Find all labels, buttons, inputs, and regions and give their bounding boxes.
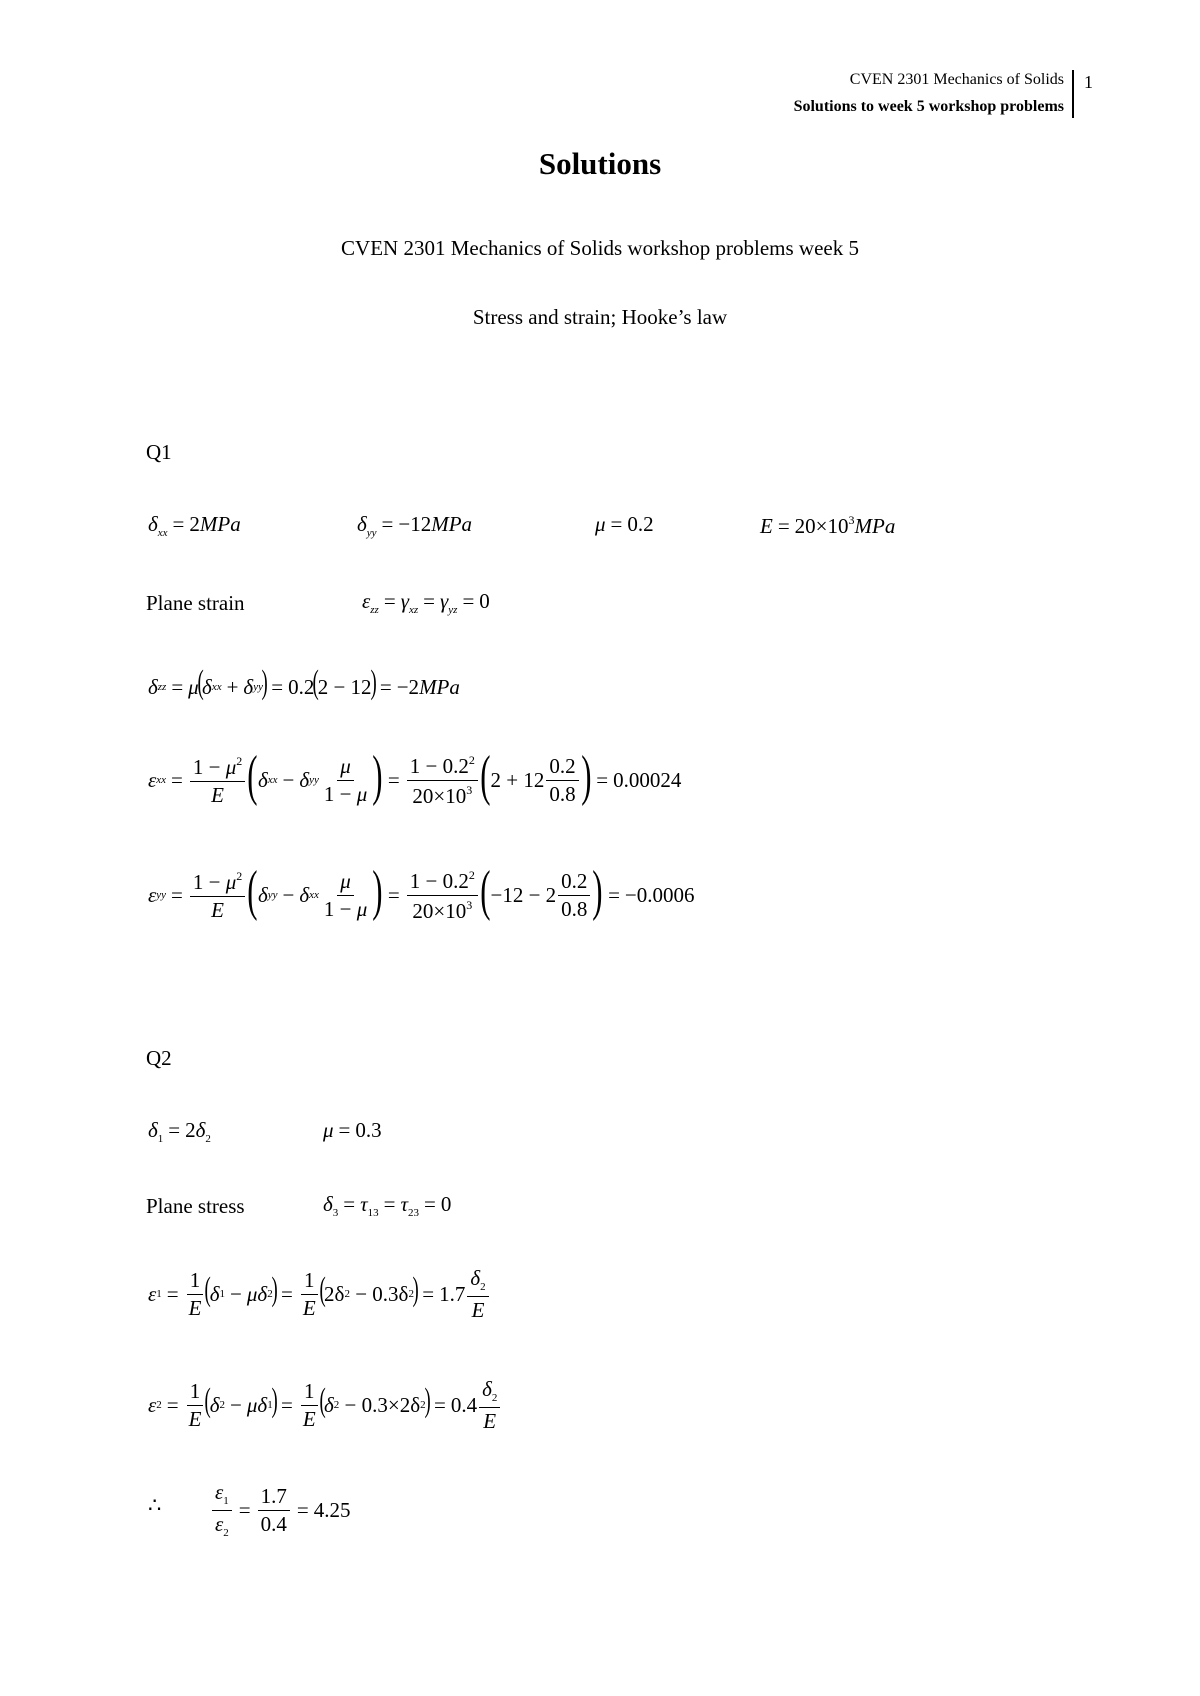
course-line: CVEN 2301 Mechanics of Solids workshop problems week 5	[341, 236, 859, 260]
q1-szz-sum: 2 − 12	[317, 674, 372, 699]
q2-e2-minus: − 0.3×2δ	[344, 1392, 421, 1417]
q1-given-syy: $\delta_{yy} = -12MPa$	[357, 512, 473, 539]
q1-exx-den: 20×10	[412, 783, 467, 808]
q1-plane-strain-condition: $\varepsilon_{zz} = \gamma_{xz} = \gamma_{yz} = 0$	[362, 589, 490, 616]
q2-plane-stress-condition: $\delta_3 = \tau_{13} = \tau_{23} = 0$	[323, 1192, 452, 1219]
q1-eyy-num: 1 − 0.2	[409, 868, 469, 893]
q2-plane-cond-value: 0	[440, 1192, 452, 1216]
q1-exx-result: 0.00024	[613, 767, 682, 792]
q2-e2-one-b: 1	[301, 1381, 318, 1406]
header-divider	[1072, 70, 1074, 118]
q1-szz-result: −2	[396, 674, 420, 699]
q1-given-mu: μ = 0.2	[595, 512, 654, 536]
q2-ratio-num: 1.7	[258, 1486, 290, 1511]
q1-sxx-value: 2	[189, 512, 200, 536]
q2-e1-inner: 2δ	[324, 1281, 345, 1306]
q2-e1-one-b: 1	[301, 1270, 318, 1295]
q2-relation-coef: 2	[185, 1118, 196, 1142]
page-title: Solutions	[538, 146, 662, 181]
running-header-subtitle: Solutions to week 5 workshop problems	[793, 98, 1064, 115]
q2-given-relation: $\delta_1 = 2\delta_2$	[148, 1118, 211, 1145]
q1-eyy-one: 1	[192, 869, 204, 894]
q1-unit-3: MPa	[854, 514, 896, 538]
q1-unit-1: MPa	[199, 512, 241, 536]
q1-E-value: 20×10	[794, 514, 849, 538]
q2-ratio-den: 0.4	[260, 1511, 287, 1536]
q1-plane-label: Plane strain	[146, 591, 245, 615]
q2-e1-one-a: 1	[187, 1270, 204, 1295]
q1-exx-equation: ε xx = $\frac{1 - \mu^2}{E}$ ( δ xx − δ yy $\frac{\mu}{1 - \mu}$ ) = $\frac{1 - 0.2^2}{20\times 10^3}$ ( 2 + 12 $\frac{0.2}{0.8}$ ) = 0.00024	[148, 745, 682, 808]
q1-label: Q1	[146, 440, 172, 464]
q1-given-E: $E = 20\times 10^3MPa$	[760, 513, 896, 538]
q2-label: Q2	[146, 1046, 172, 1070]
q1-eyy-equation: ε yy = $\frac{1 - \mu^2}{E}$ ( δ yy − δ xx $\frac{\mu}{1 - \mu}$ ) = $\frac{1 - 0.2^2}{20\times 10^3}$ ( −12 − 2 $\frac{0.2}{0.8}$ ) = −0.0006	[148, 860, 695, 923]
q1-exx-den-mu: 0.8	[549, 781, 576, 806]
q1-exx-num: 1 − 0.2	[409, 753, 469, 778]
q1-plane-cond-value: 0	[479, 589, 490, 613]
q2-mu-value: 0.3	[355, 1118, 382, 1142]
q1-eyy-mu: 0.2	[558, 871, 590, 896]
q2-e2-one-a: 1	[187, 1381, 204, 1406]
q2-e1-equation: ε 1 = $\frac{1}{E}$ ( δ 1 − μδ 2 ) = $\frac{1}{E}$ ( 2δ 2 − 0.3δ 2 ) = 1.7 $\frac{\delta_2}{E}$	[148, 1262, 491, 1326]
q1-unit-2: MPa	[431, 512, 473, 536]
q1-eyy-lead: −12 − 2	[490, 882, 557, 907]
q2-plane-label: Plane stress	[146, 1194, 245, 1218]
q2-ratio-result: 4.25	[313, 1497, 351, 1522]
q1-given-sxx: $\delta_{xx} = 2MPa$	[148, 512, 241, 539]
running-header-course: CVEN 2301 Mechanics of Solids	[849, 71, 1064, 88]
page-number: 1	[1084, 72, 1093, 92]
q1-exx-mu: 0.2	[546, 756, 578, 781]
q2-e1-coef: 1.7	[439, 1281, 466, 1306]
q2-e2-coef: 0.4	[450, 1392, 478, 1417]
q1-eyy-den: 20×10	[412, 898, 467, 923]
q1-exx-lead: 2 + 12	[490, 767, 545, 792]
q1-E-exp: 3	[848, 513, 855, 527]
q1-eyy-result: −0.0006	[624, 882, 695, 907]
q2-e1-minus: − 0.3δ	[355, 1281, 409, 1306]
q2-ratio-equation: $\frac{\varepsilon_1}{\varepsilon_2}$ = $\frac{1.7}{0.4}$ = 4.25	[210, 1478, 350, 1542]
q1-szz-equation: δ zz = μ ( δ xx + δ yy ) = 0.2 ( 2 − 12 ) = −2 MPa	[148, 664, 460, 701]
q1-eyy-den-mu: 0.8	[561, 896, 588, 921]
q1-szz-mu: 0.2	[288, 674, 315, 699]
q1-unit-4: MPa	[419, 674, 460, 699]
q1-mu-value: 0.2	[627, 512, 654, 536]
therefore-symbol: ∴	[148, 1493, 162, 1517]
q1-syy-value: −12	[398, 512, 432, 536]
q2-e2-equation: ε 2 = $\frac{1}{E}$ ( δ 2 − μδ 1 ) = $\frac{1}{E}$ ( δ 2 − 0.3×2δ 2 ) = 0.4 $\frac{\delta_2}{E}$	[148, 1373, 502, 1437]
q1-exx-one: 1	[192, 754, 204, 779]
topic-line: Stress and strain; Hooke’s law	[472, 305, 728, 329]
q2-given-mu: μ = 0.3	[323, 1118, 382, 1142]
